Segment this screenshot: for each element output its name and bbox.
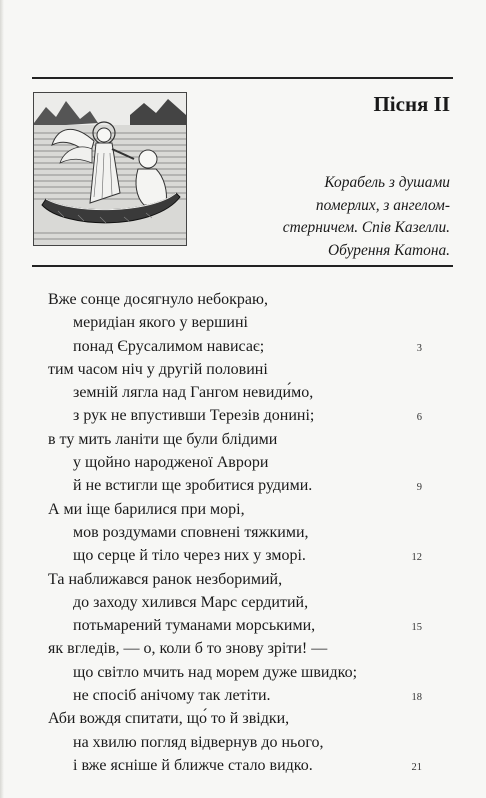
verse-line-text: Та наближався ранок незборимий, [48,570,283,588]
verse-line [0,684,486,707]
verse-line-text: меридіан якого у вершині [73,314,248,332]
verse-line-text: тим часом ніч у другій половині [48,360,268,378]
summary-line: стерничем. Спів Казелли. [282,219,450,236]
verse-line [0,614,486,637]
verse-line-text: що серце й тіло через них у зморі. [73,547,306,565]
verse-line [0,381,486,404]
verse-line-text: мов роздумами сповнені тяжкими, [73,523,309,541]
verse-line-text: потьмарений туманами морськими, [73,617,316,635]
verse-line [0,335,486,358]
verse-line-text: й не встигли ще зробитися рудими. [73,477,313,495]
summary-line: Корабель з душами [324,174,450,191]
verse-line [0,451,486,474]
verse-line-text: у щойно народженої Аврори [73,454,269,472]
verse-line [0,568,486,591]
verse-line [0,521,486,544]
verse-line [0,428,486,451]
verse-line [0,661,486,684]
canto-title: Пісня ІІ [373,92,450,116]
header-top-rule [32,77,453,79]
verse-line-text: і вже ясніше й ближче стало видко. [73,756,313,774]
verse-line [0,358,486,381]
verse-line-text: на хвилю погляд відвернув до нього, [73,733,324,751]
angel-boat-engraving-icon [33,92,187,246]
verse-line [0,404,486,427]
verse-line-text: земній лягла над Гангом невиди́мо, [73,384,314,402]
verse-line-text: Вже сонце досягнуло небокраю, [48,291,268,308]
verse-line-text: не спосіб анічому так летіти. [73,687,271,705]
verse-line-text: А ми іще барилися при морі, [48,500,245,518]
verse-line-text: як вгледів, — о, коли б то знову зріти! — [48,640,328,658]
line-number: 9 [416,482,422,494]
verse-line-text: з рук не впустивши Терезів донині; [73,407,315,425]
line-number: 18 [411,692,422,704]
line-number: 15 [411,622,422,634]
verse-line-text: Аби вождя спитати, що́ то й звідки, [48,710,290,728]
verse-line [0,731,486,754]
verse-line [0,544,486,567]
verse-line [0,288,486,311]
verse-line [0,474,486,497]
verse-line [0,498,486,521]
verse-line [0,311,486,334]
verse-line-text: до заходу хилився Марс сердитий, [73,593,309,611]
line-number: 3 [416,342,422,354]
verse-line [0,591,486,614]
line-number: 12 [411,552,422,564]
verse-line [0,754,486,777]
header-bottom-rule [32,265,453,267]
verse-line-text: понад Єрусалимом нависає; [73,337,265,355]
line-number: 6 [416,412,422,424]
verse-line-text: в ту мить ланіти ще були блідими [48,430,278,448]
verse-block [0,288,486,777]
verse-line [0,637,486,660]
summary-line: Обурення Катона. [328,241,450,259]
verse-line [0,707,486,730]
canto-summary [220,172,450,262]
summary-line: померлих, з ангелом- [315,196,450,214]
line-number: 21 [411,761,422,773]
verse-line-text: що світло мчить над морем дуже швидко; [73,663,358,681]
